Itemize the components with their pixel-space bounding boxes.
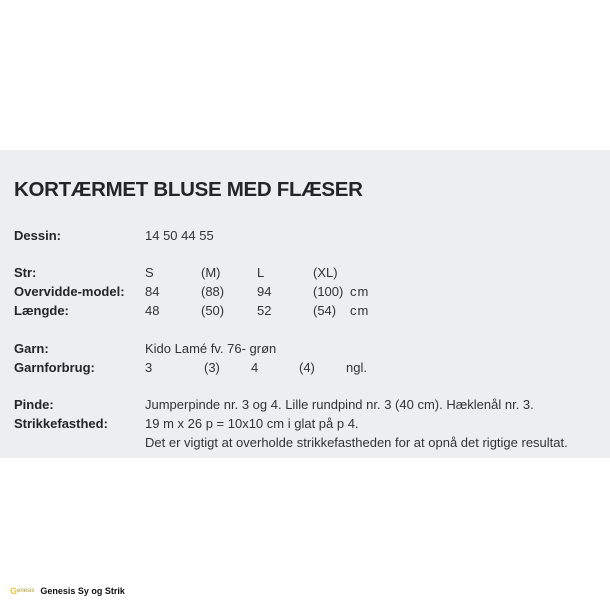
yarn-usage-s: 3 <box>145 360 153 375</box>
gauge-note: Det er vigtigt at overholde strikkefastheden for at opnå det rigtige resultat. <box>145 435 568 450</box>
yarn-usage-m: (3) <box>204 360 220 375</box>
bust-l: 94 <box>257 284 272 299</box>
size-m: (M) <box>201 265 221 280</box>
length-xl: (54) <box>313 303 337 318</box>
yarn-usage-xl: (4) <box>299 360 315 375</box>
yarn-usage-unit: ngl. <box>346 360 367 375</box>
genesis-logo-icon: G enesis <box>10 586 35 596</box>
dessin-value: 14 50 44 55 <box>145 228 214 243</box>
yarn-label: Garn: <box>14 341 49 356</box>
needles-value: Jumperpinde nr. 3 og 4. Lille rundpind nr. 3 (40 cm). Hæklenål nr. 3. <box>145 397 534 412</box>
size-l: L <box>257 265 265 280</box>
yarn-value: Kido Lamé fv. 76- grøn <box>145 341 277 356</box>
yarn-usage-label: Garnforbrug: <box>14 360 95 375</box>
needles-label: Pinde: <box>14 397 54 412</box>
bust-label: Overvidde-model: <box>14 284 125 299</box>
dessin-label: Dessin: <box>14 228 61 243</box>
length-m: (50) <box>201 303 225 318</box>
bust-m: (88) <box>201 284 225 299</box>
footer <box>10 586 125 596</box>
brand-name: Genesis Sy og Strik <box>40 586 125 596</box>
size-xl: (XL) <box>313 265 338 280</box>
length-label: Længde: <box>14 303 69 318</box>
sizes-label: Str: <box>14 265 37 280</box>
gauge-label: Strikkefasthed: <box>14 416 108 431</box>
length-unit: cm <box>350 303 370 318</box>
pattern-title: KORTÆRMET BLUSE MED FLÆSER <box>14 178 363 201</box>
length-l: 52 <box>257 303 272 318</box>
yarn-usage-l: 4 <box>251 360 259 375</box>
gauge-value: 19 m x 26 p = 10x10 cm i glat på p 4. <box>145 416 359 431</box>
bust-unit: cm <box>350 284 370 299</box>
length-s: 48 <box>145 303 160 318</box>
size-s: S <box>145 265 154 280</box>
bust-s: 84 <box>145 284 160 299</box>
bust-xl: (100) <box>313 284 344 299</box>
